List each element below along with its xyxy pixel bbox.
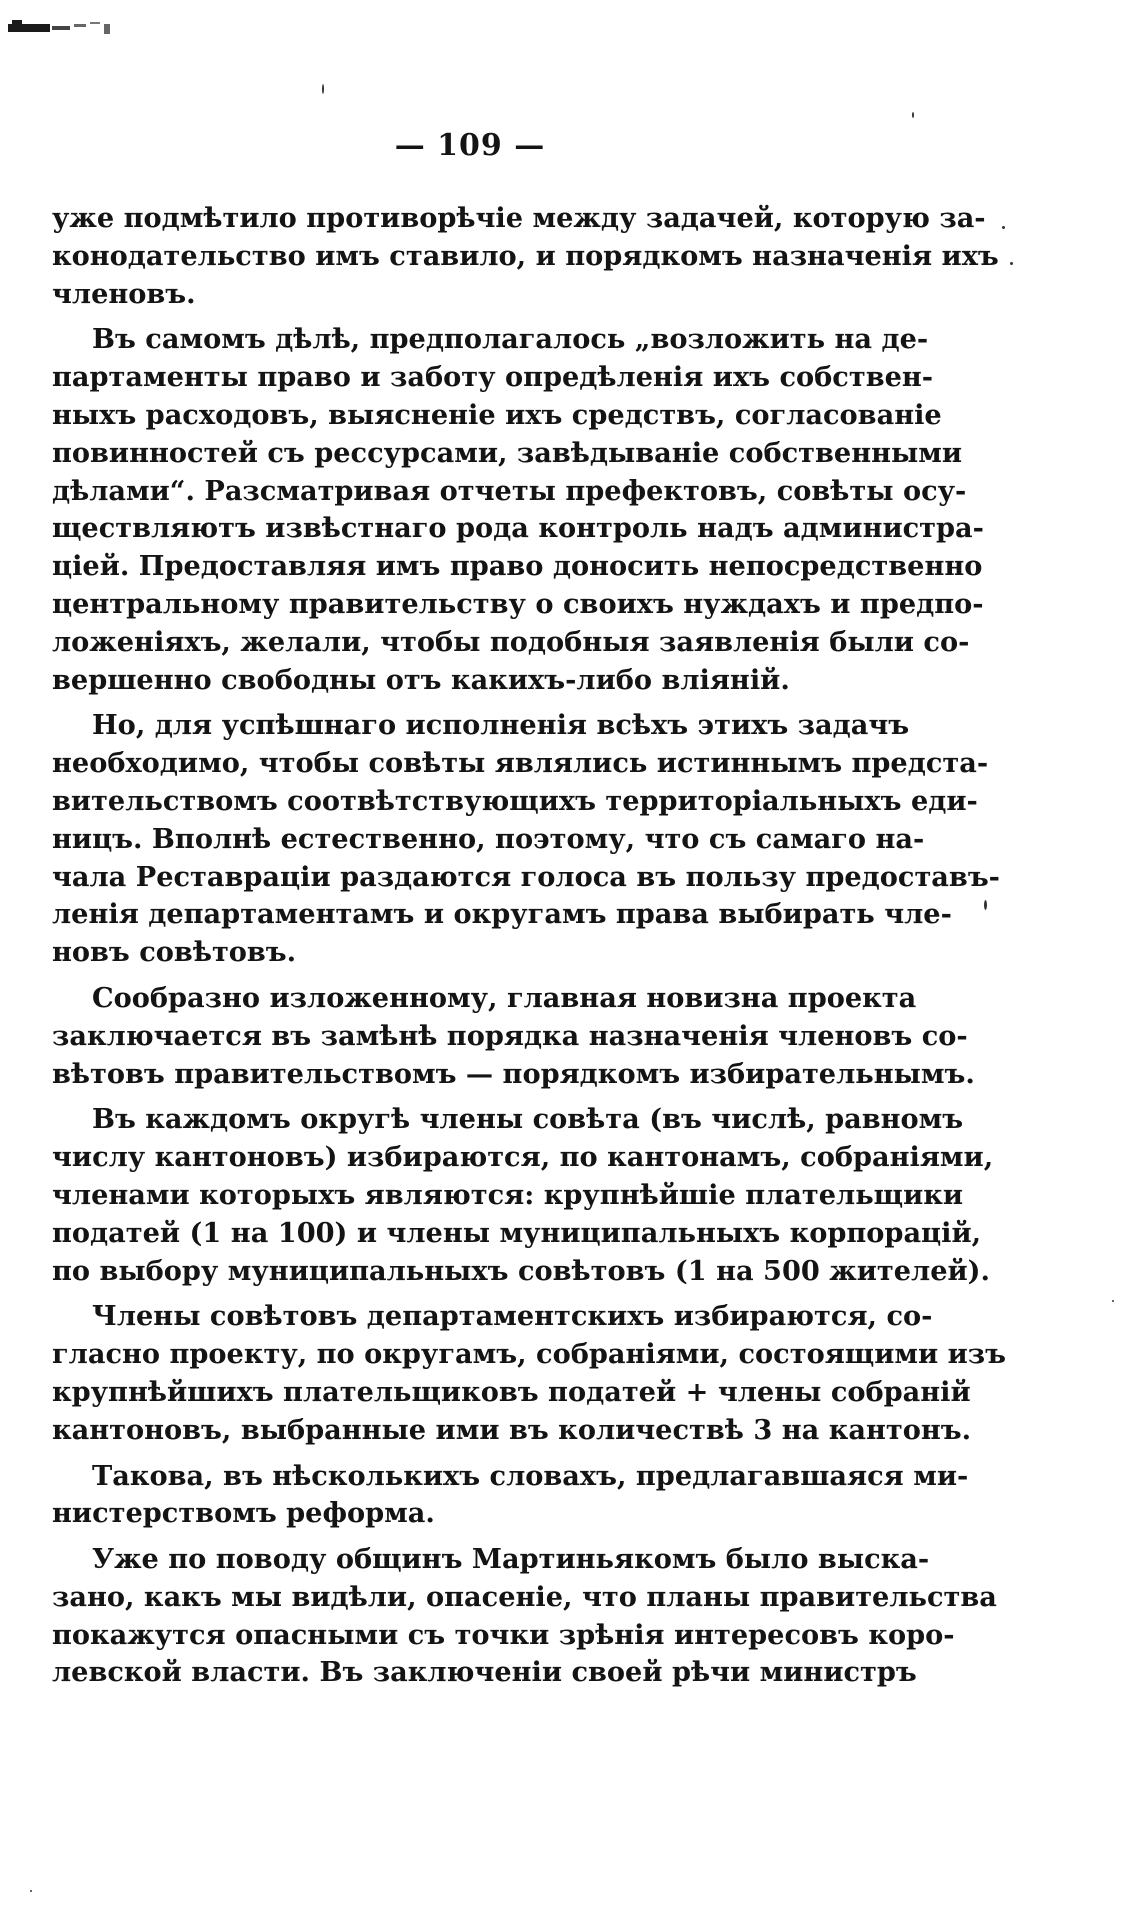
paper-speck <box>1112 1300 1114 1302</box>
text-line: чала Реставраціи раздаются голоса въ пользу предоставъ- <box>52 860 1000 893</box>
paragraph <box>52 1101 994 1290</box>
text-line: повинностей съ рессурсами, завѣдываніе собственными <box>52 436 963 469</box>
paragraph <box>52 1458 969 1534</box>
text-line: вѣтовъ правительствомъ — порядкомъ избирательнымъ. <box>52 1057 975 1090</box>
text-line: по выбору муниципальныхъ совѣтовъ (1 на 500 жителей). <box>52 1254 990 1287</box>
paragraph <box>52 1541 997 1692</box>
text-line: вершенно свободны отъ какихъ-либо вліяній. <box>52 663 790 696</box>
paragraph <box>52 1298 1006 1449</box>
text-line: кантоновъ, выбранные ими въ количествѣ 3 на кантонъ. <box>52 1413 972 1446</box>
text-line: Въ каждомъ округѣ члены совѣта (въ числѣ, равномъ <box>92 1103 964 1136</box>
text-line: ложеніяхъ, желали, чтобы подобныя заявленія были со- <box>52 625 970 658</box>
paper-speck <box>1002 226 1005 229</box>
paper-speck <box>984 900 987 910</box>
text-line: новъ совѣтовъ. <box>52 936 297 969</box>
paragraph <box>52 200 999 313</box>
text-line: Члены совѣтовъ департаментскихъ избираются, со- <box>92 1300 933 1333</box>
page-number: — 109 — <box>394 128 546 163</box>
text-line: зано, какъ мы видѣли, опасеніе, что планы правительства <box>52 1580 997 1613</box>
text-line: ленія департаментамъ и округамъ права выбирать чле- <box>52 898 952 931</box>
text-line: податей (1 на 100) и члены муниципальныхъ корпорацій, <box>52 1216 982 1249</box>
text-line: числу кантоновъ) избираются, по кантонамъ, собраніями, <box>52 1141 994 1174</box>
text-line: ныхъ расходовъ, выясненіе ихъ средствъ, согласованіе <box>52 398 942 431</box>
text-line: гласно проекту, по округамъ, собраніями, состоящими изъ <box>52 1338 1006 1371</box>
paper-speck <box>322 84 324 94</box>
text-line: Но, для успѣшнаго исполненія всѣхъ этихъ задачъ <box>92 709 910 742</box>
paper-speck <box>1010 262 1013 265</box>
paragraph <box>52 707 1000 972</box>
text-line: необходимо, чтобы совѣты являлись истиннымъ предста- <box>52 747 989 780</box>
ink-smudge-mark <box>8 14 118 42</box>
text-line: Уже по поводу общинъ Мартиньякомъ было выска- <box>92 1543 930 1576</box>
paragraph <box>52 980 975 1093</box>
text-line: членами которыхъ являются: крупнѣйшіе плательщики <box>52 1178 964 1211</box>
text-line: партаменты право и заботу опредѣленія ихъ собствен- <box>52 361 934 394</box>
text-line: заключается въ замѣнѣ порядка назначенія членовъ со- <box>52 1019 968 1052</box>
paper-speck <box>30 1890 32 1892</box>
text-line: Въ самомъ дѣлѣ, предполагалось „возложить на де- <box>92 323 929 356</box>
text-line: вительствомъ соотвѣтствующихъ территоріальныхъ еди- <box>52 784 978 817</box>
body-text <box>52 200 1006 1692</box>
text-line: уже подмѣтило противорѣчіе между задачей, которую за- <box>52 202 986 234</box>
text-line: нистерствомъ реформа. <box>52 1497 435 1530</box>
text-line: дѣлами“. Разсматривая отчеты префектовъ, совѣты осу- <box>52 474 967 507</box>
text-line: левской власти. Въ заключеніи своей рѣчи министръ <box>52 1656 917 1689</box>
text-line: Такова, въ нѣсколькихъ словахъ, предлагавшаяся ми- <box>92 1459 969 1492</box>
text-line: центральному правительству о своихъ нуждахъ и предпо- <box>52 587 984 620</box>
text-line: членовъ. <box>52 277 196 310</box>
paper-speck <box>912 112 914 118</box>
text-line: ницъ. Вполнѣ естественно, поэтому, что съ самаго на- <box>52 822 925 855</box>
paragraph <box>52 321 984 699</box>
text-line: ціей. Предоставляя имъ право доносить непосредственно <box>52 550 983 583</box>
text-line: ществляютъ извѣстнаго рода контроль надъ администра- <box>52 512 984 545</box>
text-line: конодательство имъ ставило, и порядкомъ назначенія ихъ <box>52 239 999 272</box>
text-line: покажутся опасными съ точки зрѣнія интересовъ коро- <box>52 1618 955 1651</box>
text-line: крупнѣйшихъ плательщиковъ податей + члены собраній <box>52 1375 971 1408</box>
text-line: Сообразно изложенному, главная новизна проекта <box>92 981 917 1014</box>
